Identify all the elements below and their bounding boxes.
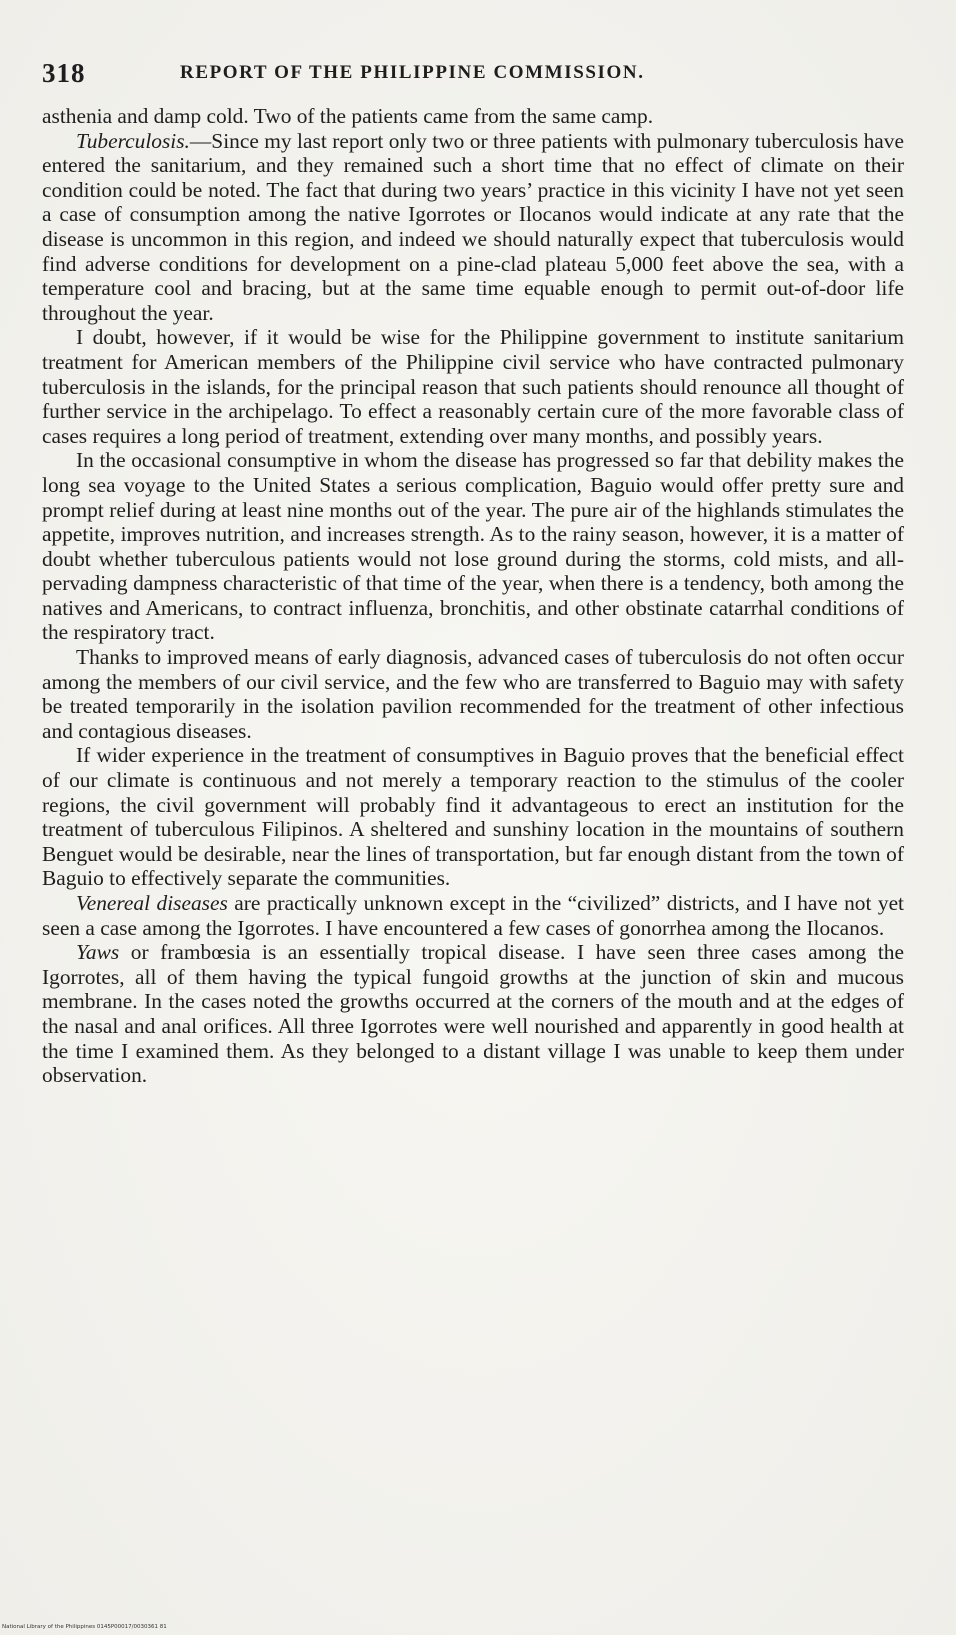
paragraph-venereal-diseases — [42, 891, 904, 940]
page-number: 318 — [42, 58, 86, 88]
paragraph-text: asthenia and damp cold. Two of the patients came from the same camp. — [42, 104, 654, 128]
paragraph-early-diagnosis — [42, 645, 904, 743]
running-head: REPORT OF THE PHILIPPINE COMMISSION. — [180, 62, 645, 83]
paragraph-text: or frambœsia is an essentially tropical disease. I have seen three cases among the Igorrotes, all of them having the typical fungoid growths at the junction of skin and mucous membrane. In the cases noted the growths occurred at the corners of the mouth and at the edges of the nasal and anal orifices. All three Igorrotes were well nourished and apparently in good health at the time I examined them. As they belonged to a distant village I was unable to keep them under observation. — [42, 940, 904, 1088]
section-lead-tuberculosis: Tuberculosis. — [76, 128, 190, 153]
paragraph-text: I doubt, however, if it would be wise for the Philippine government to institute sanitarium treatment for American members of the Philippine civil service who have contracted pulmonary tuberculosis in the islands, for the principal reason that such patients should renounce all thought of further service in the archipelago. To effect a reasonably certain cure of the more favorable class of cases requires a long period of treatment, extending over many months, and possibly years. — [42, 325, 904, 448]
paragraph-occasional-consumptive — [42, 448, 904, 645]
page-header — [42, 58, 902, 90]
paragraph-text: If wider experience in the treatment of consumptives in Baguio proves that the beneficial effect of our climate is continuous and not merely a temporary reaction to the stimulus of the cooler regions, the civil government will probably find it advantageous to erect an institution for the treatment of tuberculous Filipinos. A sheltered and sunshiny location in the mountains of southern Benguet would be desirable, near the lines of transportation, but far enough distant from the town of Baguio to effectively separate the communities. — [42, 743, 904, 891]
paragraph-text: In the occasional consumptive in whom the disease has progressed so far that debility makes the long sea voyage to the United States a serious complication, Baguio would offer pretty sure and prompt relief during at least nine months out of the year. The pure air of the highlands stimulates the appetite, improves nutrition, and increases strength. As to the rainy season, however, it is a matter of doubt whether tuberculous patients would not lose ground during the storms, cold mists, and all-pervading dampness characteristic of that time of the year, when there is a tendency, both among the natives and Americans, to contract influenza, bronchitis, and other obstinate catarrhal conditions of the respiratory tract. — [42, 448, 904, 645]
paragraph-government-sanitarium — [42, 325, 904, 448]
section-lead-venereal-diseases: Venereal diseases — [76, 891, 228, 915]
paragraph-text: are practically unknown except in the “civilized” districts, and I have not yet seen a case among the Igorrotes. I have encountered a few cases of gonorrhea among the Ilocanos. — [42, 891, 905, 940]
paragraph-text: Thanks to improved means of early diagnosis, advanced cases of tuberculosis do not often occur among the members of our civil service, and the few who are transferred to Baguio may with safety be treated temporarily in the isolation pavilion recommended for the treatment of other infectious and contagious diseases. — [42, 645, 904, 743]
paragraph-tuberculosis — [42, 129, 904, 326]
scan-footer-credit: National Library of the Philippines 0145P00017/0030361 81 — [2, 1624, 167, 1630]
section-lead-yaws: Yaws — [76, 940, 120, 965]
body-text — [42, 104, 904, 1088]
paragraph-text: —Since my last report only two or three patients with pulmonary tuberculosis have entered the sanitarium, and they remained such a short time that no effect of climate on their condition could be noted. The fact that during two years’ practice in this vicinity I have not yet seen a case of consumption among the native Igorrotes or Ilocanos would indicate at any rate that the disease is uncommon in this region, and indeed we should naturally expect that tuberculosis would find adverse conditions for development on a pine-clad plateau 5,000 feet above the sea, with a temperature cool and bracing, but at the same time equable enough to permit out-of-door life throughout the year. — [42, 128, 904, 325]
paragraph-yaws — [42, 940, 904, 1088]
paragraph-wider-experience — [42, 743, 904, 891]
paragraph-continuation — [42, 104, 904, 129]
